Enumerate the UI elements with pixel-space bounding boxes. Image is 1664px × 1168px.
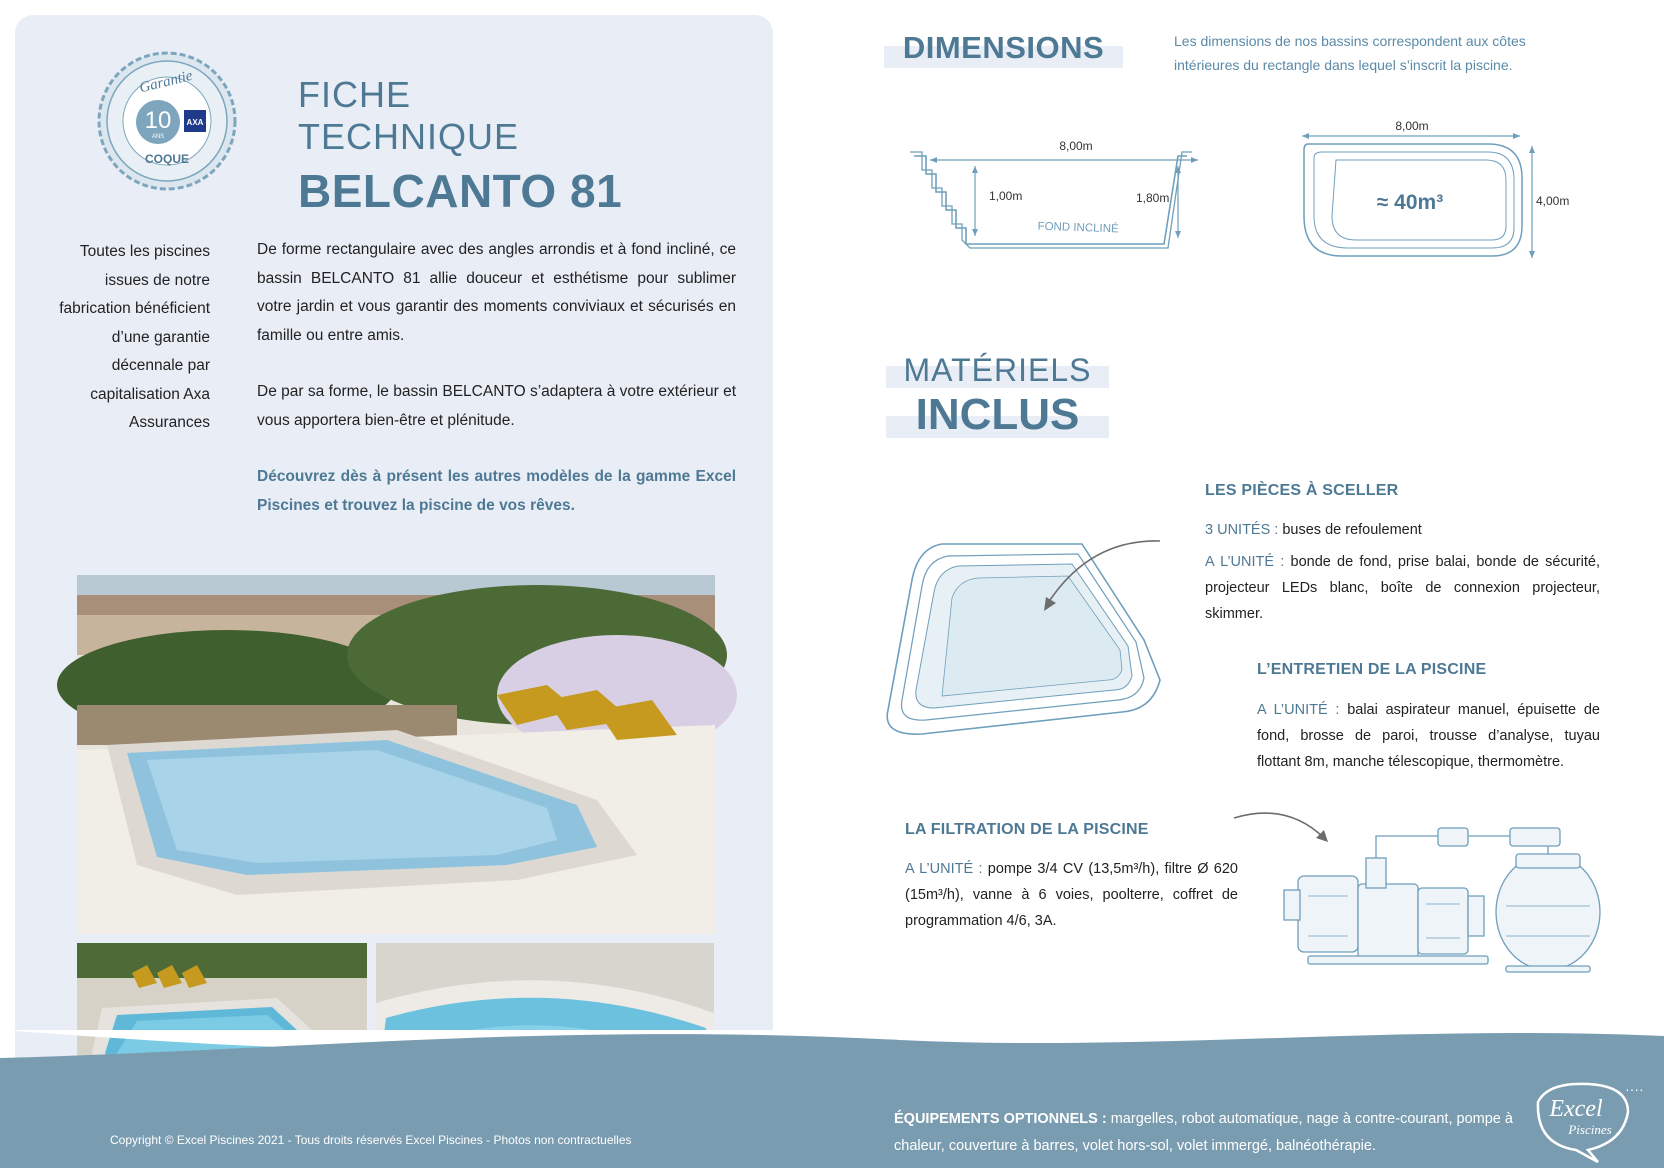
warranty-badge xyxy=(96,50,238,192)
description-paragraph-1: De forme rectangulaire avec des angles arrondis et à fond incliné, ce bassin BELCANTO 81 allie douceur et esthétisme pour sublimer votre jardin et vous garantir des moments conviviaux et sécurisés en famille ou entre amis. xyxy=(257,241,736,344)
filtration-title: LA FILTRATION DE LA PISCINE xyxy=(905,821,1149,838)
pool-photo-main xyxy=(77,575,715,934)
pool-top-view-diagram xyxy=(1292,116,1582,261)
pool-side-view-diagram xyxy=(910,130,1220,255)
pieces-line-1-text: buses de refoulement xyxy=(1278,522,1422,538)
logo-line-2: Piscines xyxy=(1568,1122,1612,1137)
side-view-deep-depth-label: 1,80m xyxy=(1136,191,1170,205)
pieces-line-1-label: 3 UNITÉS : xyxy=(1205,522,1279,538)
pieces-title: LES PIÈCES À SCELLER xyxy=(1205,482,1399,499)
page-title: BELCANTO 81 xyxy=(298,165,623,217)
description-paragraph-2: De par sa forme, le bassin BELCANTO s’adaptera à votre extérieur et vous apportera bien-être et plénitude. xyxy=(257,383,736,429)
pieces-line-2-label: A L’UNITÉ : xyxy=(1205,554,1285,570)
pool-shell-arrow xyxy=(1040,535,1165,615)
badge-insurer-logo: AXA xyxy=(186,118,204,127)
badge-years: 10 xyxy=(144,107,172,134)
svg-text:····: ···· xyxy=(1625,1081,1644,1097)
maintenance-items: balai aspirateur manuel, épuisette de fond, brosse de paroi, trousse d’analyse, tuyau flottant 8m, manche télescopique, thermomètre. xyxy=(1257,702,1600,770)
badge-years-unit: ANS xyxy=(151,134,165,140)
filtration-text xyxy=(905,856,1238,934)
materials-title-main: INCLUS xyxy=(915,390,1080,439)
pump-filter-illustration xyxy=(1278,826,1618,974)
materials-title-top: MATÉRIELS xyxy=(903,352,1092,388)
copyright: Copyright © Excel Piscines 2021 - Tous droits réservés Excel Piscines - Photos non contractuelles xyxy=(110,1133,632,1147)
top-view-width-label: 4,00m xyxy=(1536,194,1570,208)
side-view-shallow-depth-label: 1,00m xyxy=(989,189,1023,203)
maintenance-text xyxy=(1257,697,1600,775)
title-block xyxy=(298,74,628,218)
warranty-note: Toutes les piscines issues de notre fabrication bénéficient d’une garantie décennale par capitalisation Axa Assurances xyxy=(59,243,210,431)
side-view-length-label: 8,00m xyxy=(1059,139,1093,153)
description xyxy=(257,236,736,548)
optional-equipment-text: margelles, robot automatique, nage à contre-courant, pompe à chaleur, couverture à barres, volet hors-sol, volet immergé, balnéothérapie. xyxy=(894,1111,1513,1154)
page-subtitle: FICHE TECHNIQUE xyxy=(298,74,520,157)
optional-equipment xyxy=(894,1106,1514,1160)
description-call-to-action: Découvrez dès à présent les autres modèles de la gamme Excel Piscines et trouvez la piscine de vos rêves. xyxy=(257,468,736,514)
pieces-line-1 xyxy=(1205,517,1600,543)
filtration-items: pompe 3/4 CV (13,5m³/h), filtre Ø 620 (15m³/h), vanne à 6 voies, poolterre, coffret de programmation 4/6, 3A. xyxy=(905,861,1238,929)
maintenance-label: A L’UNITÉ : xyxy=(1257,702,1340,718)
side-view-floor-label: FOND INCLINÉ xyxy=(1037,220,1119,236)
badge-bottom-text: COQUE xyxy=(144,152,190,166)
top-view-volume-label: ≈ 40m³ xyxy=(1376,191,1444,214)
logo-line-1: Excel xyxy=(1549,1096,1603,1122)
excel-piscines-logo xyxy=(1528,1072,1644,1162)
dimensions-title: DIMENSIONS xyxy=(902,30,1105,65)
dimensions-note: Les dimensions de nos bassins correspondent aux côtes intérieures du rectangle dans lequel s’inscrit la piscine. xyxy=(1174,33,1526,73)
pieces-line-2 xyxy=(1205,549,1600,627)
filtration-label: A L’UNITÉ : xyxy=(905,861,983,877)
badge-top-text: Garantie xyxy=(137,67,195,97)
top-view-length-label: 8,00m xyxy=(1395,119,1429,133)
optional-equipment-label: ÉQUIPEMENTS OPTIONNELS : xyxy=(894,1111,1107,1127)
maintenance-title: L’ENTRETIEN DE LA PISCINE xyxy=(1257,661,1487,678)
pieces-line-2-text: bonde de fond, prise balai, bonde de sécurité, projecteur LEDs blanc, boîte de connexion projecteur, skimmer. xyxy=(1205,554,1600,622)
